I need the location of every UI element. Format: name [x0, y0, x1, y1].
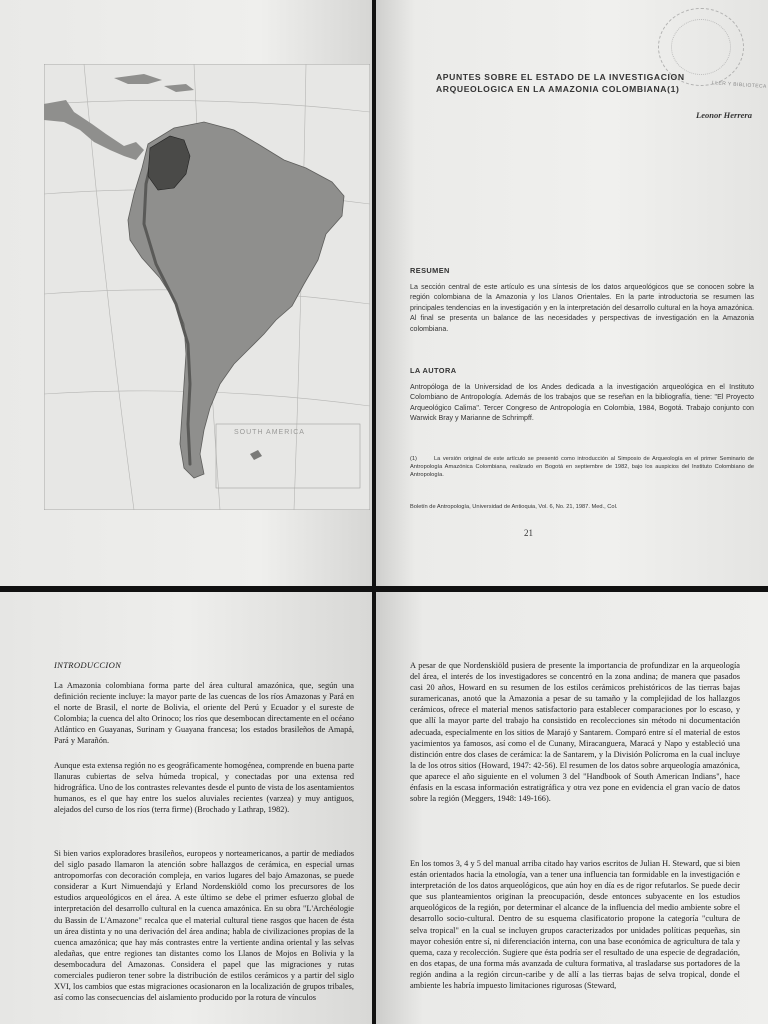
page-number: 21 [524, 528, 533, 538]
seal-inner-ring [671, 19, 731, 75]
map-label: SOUTH AMERICA [234, 429, 305, 436]
article-front-page [376, 0, 768, 586]
south-america-map [44, 64, 370, 510]
article-author: Leonor Herrera [696, 110, 752, 120]
stamp-text: LLER Y BIBLIOTECA [711, 80, 767, 90]
intro-paragraph-3: Si bien varios exploradores brasileños, europeos y norteamericanos, a partir de mediados del siglo pasado llamaron la atención sobre hallazgos de cerámica, en especial urnas antropomorfas con decoración compleja, en varios lugares del bajo Amazonas, se puede considerar a Kurt Nimuendajú y Erland Nordenskiöld como los precursores de los estudios arqueológicos en el área. A este último se debe el primer esfuerzo global de interpretación del desarrollo cultural en la cuenca amazónica. En su obra "L'Archéologie du Bassin de L'Amazone" recalca que el material cultural tiene rasgos que hacen de ésta un área distinta y no una derivación del área andina; habla de civilizaciones propias de la cuenca amazónica; que hay más contrastes entre la vertiente andina oriental y las selvas aledañas, que entre regiones tan distantes como los Llanos de Mojos en Bolivia y la desembocadura del Amazonas. Considera el papel que las migraciones y rutas comerciales pudieron tener sobre la distribución de estilos cerámicos y a partir del siglo XVI, los cambios que estas migraciones ocasionaron en la localización de grupos tribales, así como las consecuencias del aislamiento producido por la rotura de vínculos [54, 849, 354, 1003]
map-page [0, 0, 372, 586]
continuation-paragraph-1: A pesar de que Nordenskiöld pusiera de presente la importancia de profundizar en la arqueología del área, el interés de los investigadores se concentró en la zona andina; de manera que pasados casi 20 años, Howard en su resumen de los estilos cerámicos prehistóricos de las tierras bajas suramericanas, anotó que la Amazonia a pesar de su tamaño y la complejidad de los hallazgos cerámicos, ofrece el material menos satisfactorio para establecer comparaciones por lo escaso, y que allí la mayor parte del trabajo ha consistido en recolecciones sin método ni documentación adecuada, especialmente en los sitios de Marajó y Santarem. Comparó entre sí el material de estos yacimientos ya famosos, así como el de Cunany, Miracanguera, Maracá y Napo y estableció una distinción entre dos clases de cerámica: la de Santarem, y la División Polícroma en la cual incluye la de los otros sitios (Howard, 1947: 42-56). El resumen de los datos sobre arqueología amazónica, que aparece el año siguiente en el volumen 3 del "Handbook of South American Indians", hace énfasis en la escasa información estratigráfica y otra vez pone en evidencia el gran vacío de datos sobre la región (Meggers, 1948: 149-166). [410, 661, 740, 804]
article-title-line-1: APUNTES SOBRE EL ESTADO DE LA INVESTIGACION [436, 72, 685, 82]
footnote-marker: (1) [410, 456, 417, 462]
resumen-text: La sección central de este artículo es una síntesis de los datos arqueológicos que se conocen sobre la región colombiana de la Amazonia y los Llanos Orientales. En la parte introductoria se resumen las principales tendencias en la investigación y en la interpretación del desarrollo cultural en la hoya amazónica. Al final se presenta un balance de las necesidades y perspectivas de investigación en la Amazonia colombiana. [410, 283, 754, 333]
journal-citation: Boletín de Antropología, Universidad de Antioquia, Vol. 6, No. 21, 1987. Med., Col. [410, 504, 618, 510]
intro-paragraph-2: Aunque esta extensa región no es geográficamente homogénea, comprende en buena parte llanuras cubiertas de selva húmeda tropical, y conectadas por una extensa red hidrográfica. Uno de los contrastes relevantes desde el punto de vista de los asentamientos humanos, es el que hay entre los suelos aluviales recientes (varzea) y muy antiguos, alejados del curso de los ríos (terra firme) (Brochado y Lathrap, 1982). [54, 761, 354, 815]
footnote-text: La versión original de este artículo se presentó como introducción al Simposio de Arqueología en el primer Seminario de Antropología Amazónica Colombiana, realizado en Bogotá en septiembre de 1982, bajo los auspicios del Instituto Colombiano de Antropología. [410, 456, 754, 478]
autora-heading: LA AUTORA [410, 366, 457, 375]
article-title-line-2: ARQUEOLOGICA EN LA AMAZONIA COLOMBIANA(1) [436, 84, 680, 94]
intro-paragraph-1: La Amazonia colombiana forma parte del área cultural amazónica, que, según una definición reciente incluye: la mayor parte de las cuencas de los ríos Amazonas y Pará en el norte de Brasil, el norte de Bolivia, el oriente del Perú y Ecuador y el sureste de Colombia; la cuenca del alto Orinoco; los ríos que desembocan directamente en el océano Atlántico en Guayanas, Surinam y Guayana francesa; los estados brasileños de Amapá, Pará y Marañón. [54, 681, 354, 746]
continuation-paragraph-2: En los tomos 3, 4 y 5 del manual arriba citado hay varios escritos de Julian H. Steward, que si bien están orientados hacia la etnología, van a tener una influencia tan formidable en la investigación e interpretación de los datos arqueológicos, que aún hoy en día es de rigor refutarlos. Se puede decir que sus planteamientos originan la preocupación, desde entonces subyacente en los estudios arqueológicos de la región, por determinar el alcance de la influencia del medio ambiente sobre el desarrollo socio-cultural. Dentro de su esquema clasificatorio propone la categoría "cultura de selva tropical" en la cual se incluyen grupos caracterizados por unidades políticas pequeñas, sin mayor cohesión entre sí, ni diferenciación interna, con una base económica de agricultura de tala y quema, caza y recolección. Sugiere que ésta podría ser el resultado de una especie de degradación, en dos etapas, de una forma más avanzada de cultura formativa, al trasladarse sus portadores de la región andina a la región circun-caribe y de allí a las tierras bajas de selva tropical, donde el ambiente les habría impuesto limitaciones rigurosas (Steward, [410, 859, 740, 991]
introduction-page [0, 592, 372, 1024]
resumen-heading: RESUMEN [410, 266, 450, 275]
footnote [410, 456, 754, 479]
autora-text: Antropóloga de la Universidad de los Andes dedicada a la investigación arqueológica en el Instituto Colombiano de Antropología. Además de los trabajos que se reseñan en la bibliografía, tiene: "El Proyecto Arqueológico Calima". Tercer Congreso de Antropología en Colombia, 1984, Bogotá. Trabajo conjunto con Warwick Bray y Marianne de Schrimpff. [410, 383, 754, 423]
continuation-page [376, 592, 768, 1024]
introduccion-heading: INTRODUCCION [54, 660, 122, 670]
